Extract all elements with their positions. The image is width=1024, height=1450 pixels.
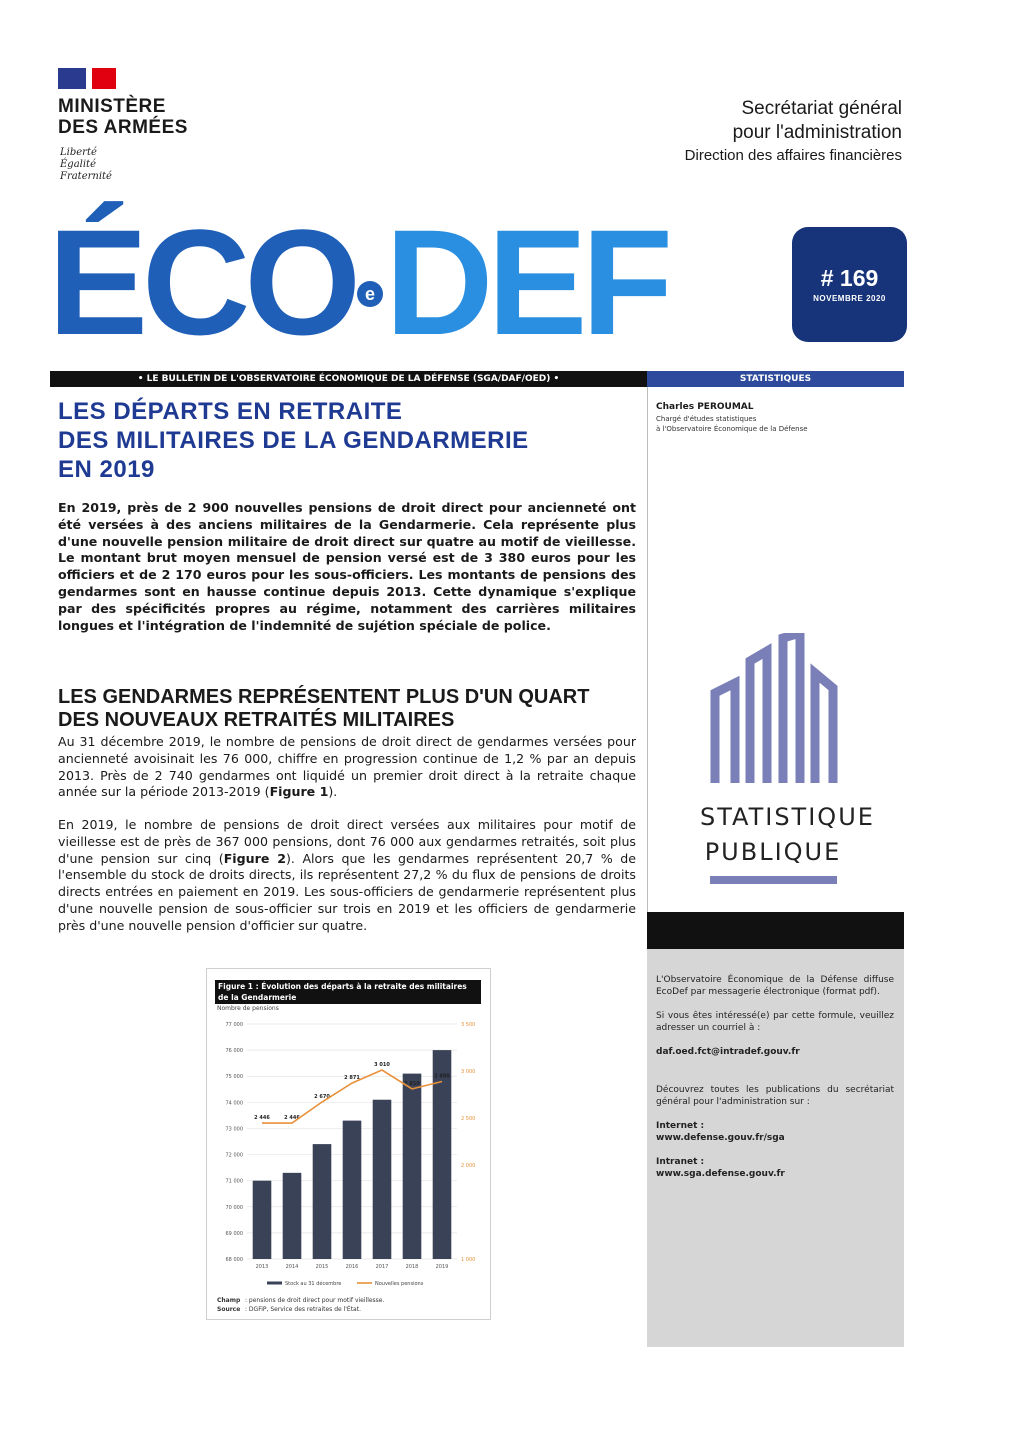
- left-tick-label: 74 000: [225, 1100, 243, 1107]
- right-tick-label: 2 000: [461, 1163, 476, 1169]
- left-tick-label: 69 000: [225, 1230, 243, 1237]
- bar-2018: [403, 1074, 422, 1259]
- data-label: 2 888: [434, 1073, 450, 1080]
- legend-new: Nouvelles pensions: [375, 1281, 424, 1287]
- subscribe-email[interactable]: daf.oed.fct@intradef.gouv.fr: [656, 1047, 800, 1057]
- author-name: Charles PEROUMAL: [656, 402, 754, 412]
- info-diffusion: L'Observatoire Économique de la Défense diffuse EcoDef par messagerie électronique (format pdf).: [656, 975, 894, 997]
- sp-underline: [710, 876, 837, 884]
- left-tick-label: 73 000: [225, 1126, 243, 1133]
- left-tick-label: 72 000: [225, 1152, 243, 1159]
- article-lead: En 2019, près de 2 900 nouvelles pensions de droit direct pour ancienneté ont été versées à des anciens militaires de la Gendarmerie. Cela représente plus d'une nouvelle pension militaire de droit direct sur quatre au motif de vieillesse. Le montant brut moyen mensuel de pension versé est de 3 380 euros pour les officiers et de 2 170 euros pour les sous-officiers. Les montants de pensions des gendarmes sont en hausse continue depuis 2013. Cette dynamique s'explique par des spécificités propres au régime, notamment des carrières militaires longues et l'intégration de l'indemnité de sujétion spéciale de police.: [58, 500, 636, 633]
- sidebar-divider: [647, 387, 648, 912]
- figure-1: [206, 968, 491, 1320]
- article-title: LES DÉPARTS EN RETRAITE DES MILITAIRES DE LA GENDARMERIE EN 2019: [58, 398, 529, 483]
- french-flag-logo: [58, 68, 116, 89]
- intranet-link[interactable]: Intranet : www.sga.defense.gouv.fr: [656, 1157, 785, 1179]
- x-tick-label: 2019: [435, 1264, 449, 1270]
- data-label: 2 446: [254, 1115, 270, 1122]
- bulletin-banner: • LE BULLETIN DE L'OBSERVATOIRE ÉCONOMIQUE DE LA DÉFENSE (SGA/DAF/OED) •: [50, 371, 647, 387]
- internet-link[interactable]: Internet : www.defense.gouv.fr/sga: [656, 1121, 785, 1143]
- legend-stock: Stock au 31 décembre: [285, 1281, 342, 1287]
- left-tick-label: 70 000: [225, 1204, 243, 1211]
- republic-motto: Liberté Égalité Fraternité: [60, 147, 112, 182]
- ministry-name: MINISTÈRE DES ARMÉES: [58, 96, 188, 138]
- info-publications: Découvrez toutes les publications du secrétariat général pour l'administration sur :: [656, 1085, 894, 1107]
- x-tick-label: 2016: [345, 1264, 359, 1270]
- author-role: Chargé d'études statistiques à l'Observatoire Économique de la Défense: [656, 415, 808, 433]
- right-tick-label: 3 500: [461, 1022, 476, 1028]
- x-tick-label: 2015: [315, 1264, 329, 1270]
- paragraph-2: En 2019, le nombre de pensions de droit direct versées aux militaires pour motif de vieillesse est de près de 367 000 pensions, dont 76 000 aux gendarmes retraités, soit plus d'une pension sur cinq (Figure 2). Alors que les gendarmes représentent 20,7 % de l'ensemble du stock de droits directs, ils représentent 27,2 % du flux de pensions de droits directs entrées en paiement en 2019. Les sous-officiers de gendarmerie représentent plus d'une nouvelle pension de sous-officier sur trois en 2019 et les officiers de gendarmerie près d'une nouvelle pension d'officier sur quatre.: [58, 817, 636, 933]
- data-label: 2 446: [284, 1115, 300, 1122]
- section-label: STATISTIQUES: [647, 371, 904, 387]
- figure-champ: Champ : pensions de droit direct pour motif vieillesse.: [217, 1297, 385, 1304]
- bar-2013: [253, 1181, 272, 1259]
- left-tick-label: 77 000: [225, 1022, 243, 1028]
- sidebar-info-content: [656, 974, 894, 1192]
- x-tick-label: 2014: [285, 1264, 299, 1270]
- right-tick-label: 3 000: [461, 1069, 476, 1075]
- right-tick-label: 1 000: [461, 1257, 476, 1263]
- bar-2017: [373, 1100, 392, 1259]
- left-tick-label: 75 000: [225, 1074, 243, 1081]
- left-tick-label: 76 000: [225, 1048, 243, 1055]
- left-tick-label: 68 000: [225, 1257, 243, 1263]
- data-label: 2 810: [404, 1080, 420, 1087]
- x-tick-label: 2017: [375, 1264, 389, 1270]
- bar-2019: [433, 1050, 452, 1259]
- sga-header: Secrétariat général pour l'administration Direction des affaires financières: [684, 98, 902, 164]
- issue-badge: # 169 NOVEMBRE 2020: [792, 227, 907, 342]
- left-tick-label: 71 000: [225, 1178, 243, 1185]
- figure-2-ref: Figure 2: [223, 850, 287, 866]
- statistique-publique-logo: [705, 633, 840, 793]
- data-label: 2 670: [314, 1094, 330, 1101]
- bar-2014: [283, 1173, 302, 1259]
- figure-unit: Nombre de pensions: [217, 1005, 279, 1012]
- figure-1-chart: [207, 969, 490, 1294]
- figure-title: Figure 1 : Évolution des départs à la retraite des militaires de la Gendarmerie: [215, 980, 481, 1004]
- figure-1-ref: Figure 1: [269, 784, 329, 800]
- paragraph-1: Au 31 décembre 2019, le nombre de pensions de droit direct de gendarmes versées pour ancienneté avoisinait les 76 000, chiffre en progression continue de 1,2 % par an depuis 2013. Près de 2 740 gendarmes ont liquidé un premier droit direct à la retraite chaque année sur la période 2013-2019 (Figure 1).: [58, 734, 636, 800]
- section-heading: LES GENDARMES REPRÉSENTENT PLUS D'UN QUART DES NOUVEAUX RETRAITÉS MILITAIRES: [58, 686, 590, 731]
- ecodef-logo: ÉCO eDEF: [48, 198, 668, 366]
- right-tick-label: 2 500: [461, 1116, 476, 1122]
- info-subscribe: Si vous êtes intéressé(e) par cette formule, veuillez adresser un courriel à :: [656, 1011, 894, 1033]
- sidebar-black-band: [647, 912, 904, 949]
- figure-source: Source : DGFiP, Service des retraites de l'État.: [217, 1306, 361, 1313]
- bar-2016: [343, 1121, 362, 1259]
- bar-2015: [313, 1144, 332, 1259]
- statistique-publique-text: STATISTIQUE PUBLIQUE: [700, 803, 875, 866]
- data-label: 2 871: [344, 1075, 360, 1082]
- data-label: 3 010: [374, 1062, 390, 1069]
- x-tick-label: 2018: [405, 1264, 419, 1270]
- x-tick-label: 2013: [255, 1264, 269, 1270]
